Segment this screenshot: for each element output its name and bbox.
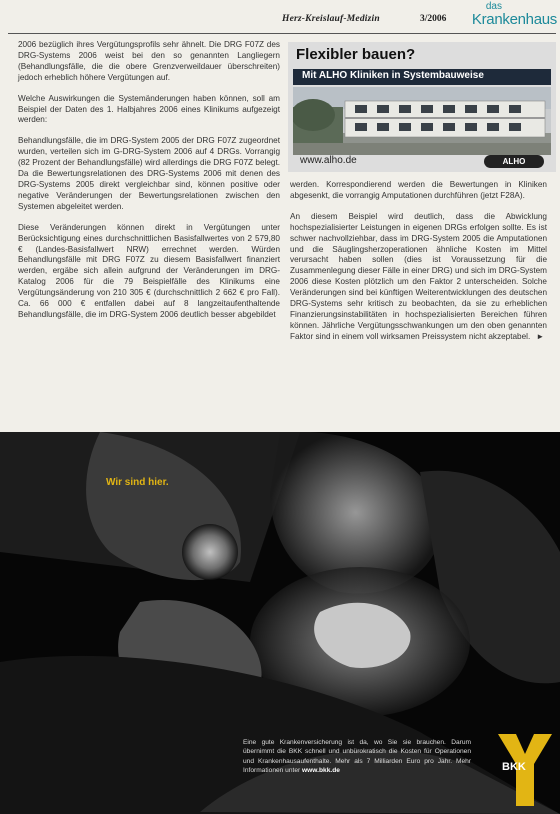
magazine-logo-line2: Krankenhaus (471, 11, 557, 28)
alho-ad-url[interactable]: www.alho.de (300, 155, 357, 166)
continue-arrow-icon: ► (536, 331, 545, 341)
bkk-url-link[interactable]: www.bkk.de (302, 767, 340, 775)
running-head: Herz-Kreislauf-Medizin (282, 14, 380, 24)
paragraph: 2006 bezüglich ihres Vergütungsprofils sehr ähnelt. Die DRG F07Z des DRG-Systems 2006 weist bei den so genannten Langliegern (Behandlungsfälle, die die obere Grenzverweildauer überschreiten) jedoch erheblich höhere Vergütungen auf. (18, 40, 280, 82)
paragraph: Welche Auswirkungen die Systemänderungen haben können, soll am Beispiel der Daten des 1. Halbjahres 2006 eines Klinikums aufgezeigt werden: (18, 93, 280, 125)
page-header (0, 0, 560, 36)
header-rule (8, 33, 556, 34)
bkk-logo-text: BKK (502, 761, 526, 773)
paragraph: Diese Veränderungen können direkt in Vergütungen unter Berücksichtigung eines durchschnittlichen Basisfallwertes von 2 579,80 € (Landes-Basisfallwert NRW) errechnet werden. Würden Behandlungsfälle mit DRG F07Z zu diesem Basisfallwert finanziert werden, ergäbe sich allein aufgrund der Veränderungen im DRG-Katalog 2006 für die 79 Beispielfälle des Klinikums eine Vergütungsänderung von 210 305 € (durchschnittlich 2 662 € pro Fall). Ca. 66 000 € entfallen dabei auf 8 langzeitaufenthaltende Behandlungsfälle, die im DRG-System 2006 deutlich besser abgebildet (18, 222, 280, 319)
alho-ad-subtitle: Mit ALHO Kliniken in Systembauweise (302, 70, 484, 81)
building-illustration (293, 87, 551, 155)
bkk-ad-copy-text: Eine gute Krankenversicherung ist da, wo Sie sie brauchen. Darum übernimmt die BKK schnell und unbürokratisch die Kosten für Operationen und Krankenhausaufenthalte. Mehr als 7 Milliarden Euro pro Jahr. Mehr Informationen unter (243, 739, 471, 775)
magazine-logo (467, 2, 557, 28)
issue-number: 3/2006 (420, 14, 447, 24)
paragraph-text: An diesem Beispiel wird deutlich, dass die Abwicklung hochspezialisierter Leistungen in eigenen DRGs erfolgen sollte. Es ist schwer nachvollziehbar, dass im DRG-System 2005 die Amputationen und die Säuglingsherzoperationen ähnliche Kosten im Mittel verursacht haben sollen (dies ist Voraussetzung für die Zusammenlegung dieser Fälle in einer DRG) und sich im DRG-System 2006 diese Kosten plötzlich um den Faktor 2 unterscheiden. Solche Veränderungen sind bei künftigen Weiterentwicklungen des deutschen DRG-Systems sehr kritisch zu beobachten, da sie zu erheblichen Finanzierungsinstabilitäten in hochspezialisierten Bereichen führen können. Jährliche Vergütungsschwankungen um den oben genannten Faktor sind in einem voll wirksamen Preissystem nicht akzeptabel. (290, 211, 547, 341)
magazine-logo-line1: das (485, 1, 502, 12)
paragraph: Behandlungsfälle, die im DRG-System 2005 der DRG F07Z zugeordnet wurden, verteilen sich im G-DRG-System 2006 auf 4 DRGs. Vorrangig (82 Prozent der Behandlungsfälle) wird allerdings die DRG F07Z belegt. Da die Bewertungsrelationen des DRG-Systems 2006 mit denen des DRG-Systems 2005 direkt vergleichbar sind, können positive oder negative Veränderungen der Bewertungsrelationen zwischen den Systemen abgeleitet werden. (18, 136, 280, 211)
building-photo (293, 87, 551, 155)
alho-logo: ALHO (484, 155, 544, 168)
article-column-right (290, 180, 547, 353)
alho-advertisement[interactable] (288, 42, 556, 172)
bkk-slogan: Wir sind hier. (106, 477, 169, 488)
paragraph: werden. Korrespondierend werden die Bewertungen in Kliniken abgesenkt, die vorrangig Amputationen durchführen (jetzt F28A). (290, 180, 547, 200)
bkk-advertisement[interactable] (0, 432, 560, 814)
article-column-left (18, 40, 280, 331)
bkk-ad-copy (243, 738, 471, 776)
alho-ad-title: Flexibler bauen? (296, 46, 416, 63)
paragraph (290, 212, 547, 343)
